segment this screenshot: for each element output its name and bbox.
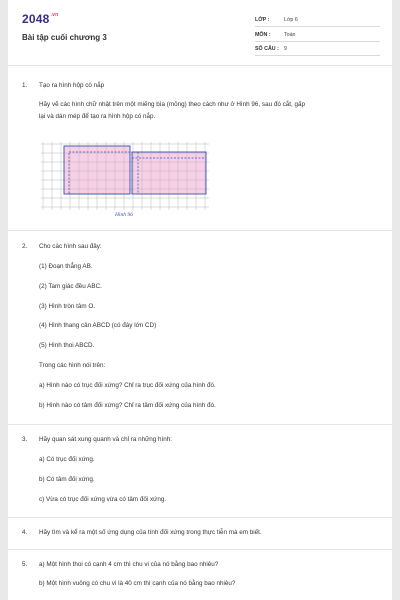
meta-row-class [255,14,380,27]
figure-caption: Hình 96 [115,212,133,218]
question-part: a) Một hình thoi có cạnh 4 cm thì chu vi của nó bằng bao nhiêu? [39,561,219,568]
list-item: (2) Tam giác đều ABC. [39,283,102,290]
question-text-line: Hãy vẽ các hình chữ nhật trên một miếng bìa (mỏng) theo cách như ở Hình 96, sau đó cắt, gấp [39,101,305,108]
question-title: Hãy tìm và kể ra một số ứng dụng của tính đối xứng trong thực tiễn mà em biết. [39,529,262,536]
list-item: (3) Hình tròn tâm O. [39,303,95,310]
question-part: a) Hình nào có trục đối xứng? Chỉ ra trục đối xứng của hình đó. [39,382,216,389]
list-item: (1) Đoạn thẳng AB. [39,263,93,270]
question-title: Cho các hình sau đây: [39,243,102,250]
meta-label: SỐ CÂU : [255,46,279,52]
section-divider [8,549,392,550]
meta-row-count [255,43,380,56]
meta-label: LỚP : [255,17,270,23]
sub-prompt: Trong các hình nói trên: [39,362,106,369]
question-part: a) Có trục đối xứng. [39,456,95,463]
question-number: 3. [22,436,28,443]
worksheet-page [8,0,392,600]
question-number: 5. [22,561,28,568]
question-part: b) Có tâm đối xứng. [39,476,95,483]
site-logo[interactable] [22,12,58,26]
question-part: c) Vừa có trục đối xứng vừa có tâm đối xứng. [39,496,167,503]
question-number: 2. [22,243,28,250]
meta-label: MÔN : [255,32,271,38]
section-divider [8,424,392,425]
box-net-figure [41,142,209,210]
header-divider [8,65,392,66]
question-part: b) Hình nào có tâm đối xứng? Chỉ ra tâm đối xứng của hình đó. [39,402,216,409]
list-item: (5) Hình thoi ABCD. [39,342,95,349]
logo-text: 2048 [22,12,50,26]
list-item: (4) Hình thang cân ABCD (có đáy lớn CD) [39,322,157,329]
meta-row-subject [255,29,380,42]
meta-value: Toán [284,32,296,38]
question-text-line: lại và dán mép để tạo ra hình hộp có nắp. [39,113,156,120]
question-number: 1. [22,82,28,89]
section-divider [8,230,392,231]
logo-domain: .vn [50,12,59,18]
question-part: b) Một hình vuông có chu vi là 40 cm thì cạnh của nó bằng bao nhiêu? [39,580,236,587]
question-number: 4. [22,529,28,536]
meta-value: 9 [284,46,287,52]
question-title: Tạo ra hình hộp có nắp [39,82,105,89]
page-title: Bài tập cuối chương 3 [22,33,107,42]
question-title: Hãy quan sát xung quanh và chỉ ra những hình: [39,436,173,443]
meta-value: Lớp 6 [284,17,298,23]
section-divider [8,517,392,518]
